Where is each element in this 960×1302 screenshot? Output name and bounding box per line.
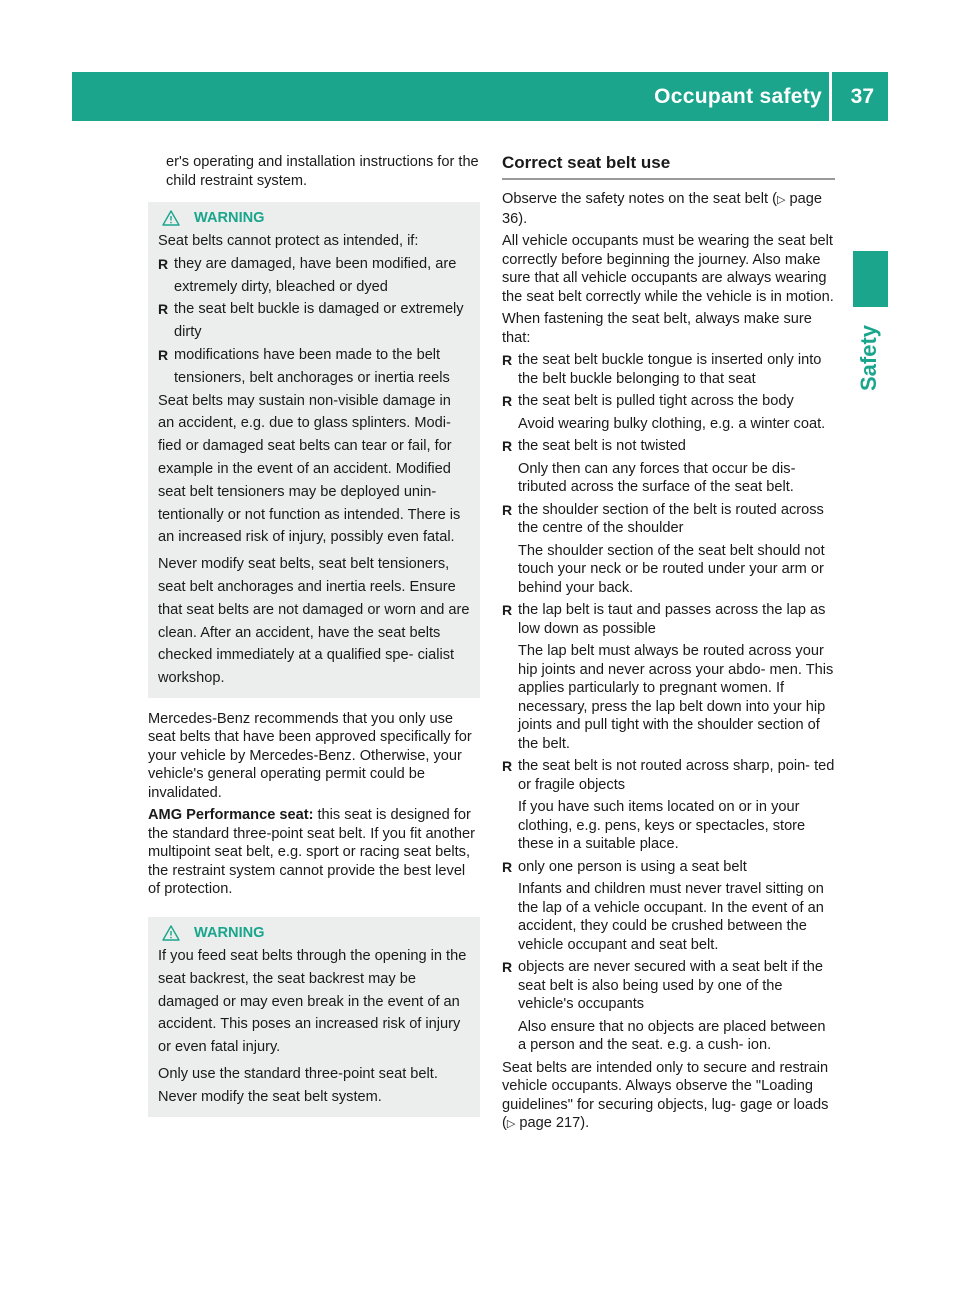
bullet-marker: R (502, 758, 513, 774)
list-item (502, 958, 835, 1055)
list-item: R they are damaged, have been modified, are extremely dirty, bleached or dyed (158, 253, 470, 299)
list-item (502, 858, 835, 955)
list-item-detail: The shoulder section of the seat belt should not touch your neck or be routed under your arm or behind your back. (518, 542, 825, 596)
list-item-text: objects are never secured with a seat belt if the seat belt is also being used by one of the vehicle's occupants (518, 959, 824, 1012)
list-item-text: only one person is using a seat belt (518, 858, 747, 875)
page-reference-link[interactable]: page 36). (502, 191, 823, 227)
list-item (502, 757, 835, 854)
section-tab-label (843, 318, 895, 398)
bullet-marker: R (502, 393, 513, 409)
bullet-marker: R (158, 346, 169, 363)
list-item-detail: Only then can any forces that occur be dis- tributed across the surface of the seat belt. (518, 460, 796, 495)
right-column (502, 150, 835, 1134)
list-item-text: the seat belt is pulled tight across the body (518, 393, 794, 409)
list-item-text: the lap belt is taut and passes across the lap as low down as possible (518, 602, 826, 637)
left-column (148, 153, 480, 1117)
section-title: Correct seat belt use (502, 150, 835, 180)
bullet-marker: R (502, 602, 513, 618)
warning-paragraph: Never modify seat belts, seat belt tensioners, seat belt anchorages and inertia reels. Ensure that seat belts are not damaged or worn and are clean. After an accident, have the seat belts checked immediately at a qualified spe- cialist workshop. (158, 556, 470, 687)
body-paragraph: All vehicle occupants must be wearing the seat belt correctly before beginning the journey. Also make sure that all vehicle occupants are always wearing the seat belt correctly while the vehicle is in motion. (502, 233, 834, 305)
warning-heading: WARNING (194, 210, 265, 226)
chapter-title: Occupant safety (654, 85, 822, 108)
list-item: R the seat belt buckle is damaged or extremely dirty (158, 298, 470, 344)
warning-header (158, 206, 470, 230)
section-tab-text: Safety (856, 324, 882, 392)
warning-header (158, 921, 470, 945)
list-item-text: the seat belt is not twisted (518, 438, 686, 454)
warning-paragraph: Seat belts may sustain non-visible damage in an accident, e.g. due to glass splinters. Modi- fied or damaged seat belts can tear or fail, for example in the event of an accident. Modified seat belt tensioners may be deployed unin- tentionally or not function as intended. There is an increased risk of injury, possibly even fatal. (158, 392, 461, 546)
list-item-text: the seat belt is not routed across sharp, poin- ted or fragile objects (518, 758, 835, 793)
list-item (502, 601, 835, 753)
list-item (502, 351, 835, 388)
list-item-detail: Infants and children must never travel sitting on the lap of a vehicle occupant. In the event of an accident, they could be crushed between the vehicle occupant and seat belt. (518, 881, 824, 953)
list-item-detail: Avoid wearing bulky clothing, e.g. a winter coat. (518, 415, 826, 432)
bullet-marker: R (502, 501, 513, 518)
amg-label: AMG Performance seat: (148, 807, 314, 824)
amg-text: this seat is designed for the standard three-point seat belt. If you fit another multipoint seat belt, e.g. sport or racing seat belts, the restraint system cannot provide the best level of protection. (148, 807, 475, 898)
list-item (502, 392, 835, 433)
page-header (72, 72, 888, 121)
bullet-marker: R (502, 858, 513, 875)
header-divider (829, 72, 832, 121)
warning-box-1 (148, 202, 480, 698)
bullet-marker: R (502, 438, 513, 454)
warning-triangle-icon (162, 210, 180, 226)
page-ref-arrow-icon: ▷ (506, 1118, 516, 1130)
amg-paragraph (148, 806, 480, 899)
list-item-text: the seat belt buckle tongue is inserted only into the belt buckle belonging to that seat (518, 352, 822, 387)
body-paragraph: When fastening the seat belt, always make sure that: (502, 311, 812, 346)
requirements-list (502, 351, 835, 1055)
list-item-detail: The lap belt must always be routed across your hip joints and never across your abdo- men. This applies particularly to pregnant women. If necessary, press the lap belt down into your hip joints and pull tight with the shoulder section of the belt. (518, 643, 834, 752)
bullet-marker: R (158, 255, 169, 272)
observe-paragraph: Observe the safety notes on the seat belt (▷ page 36). (502, 191, 823, 227)
list-item-detail: If you have such items located on or in your clothing, e.g. pens, keys or spectacles, store these in a suitable place. (518, 799, 806, 852)
warning-lead: Seat belts cannot protect as intended, if: (158, 233, 419, 249)
recommend-paragraph: Mercedes-Benz recommends that you only use seat belts that have been approved specifically for your vehicle by Mercedes-Benz. Otherwise, your vehicle's general operating permit could be invalidated. (148, 710, 472, 801)
section-tab-marker (853, 251, 888, 307)
list-item: R modifications have been made to the belt tensioners, belt anchorages or inertia reels (158, 344, 470, 390)
bullet-marker: R (158, 301, 169, 318)
intro-paragraph: er's operating and installation instructions for the child restraint system. (166, 154, 479, 189)
list-item-text: the shoulder section of the belt is routed across the centre of the shoulder (518, 501, 824, 536)
list-item-detail: Also ensure that no objects are placed between a person and the seat. e.g. a cush- ion. (518, 1018, 826, 1053)
warning-paragraph: Only use the standard three-point seat belt. Never modify the seat belt system. (158, 1065, 438, 1105)
warning-triangle-icon (162, 925, 180, 941)
list-item (502, 501, 835, 598)
page-reference-link[interactable]: page 217). (519, 1115, 590, 1131)
bullet-marker: R (502, 959, 513, 975)
warning-box-2 (148, 917, 480, 1117)
page-ref-arrow-icon: ▷ (777, 194, 786, 206)
warning-list (158, 253, 470, 390)
page-number: 37 (850, 85, 874, 108)
warning-paragraph: If you feed seat belts through the opening in the seat backrest, the seat backrest may be damaged or may even break in the event of an accident. This poses an increased risk of injury or even fatal injury. (158, 947, 467, 1056)
list-item (502, 437, 835, 497)
warning-heading: WARNING (194, 924, 265, 941)
closing-paragraph: Seat belts are intended only to secure and restrain vehicle occupants. Always observe the "Loading guidelines" for securing objects, lug- gage or loads (▷ page 217). (502, 1059, 829, 1131)
bullet-marker: R (502, 352, 513, 368)
